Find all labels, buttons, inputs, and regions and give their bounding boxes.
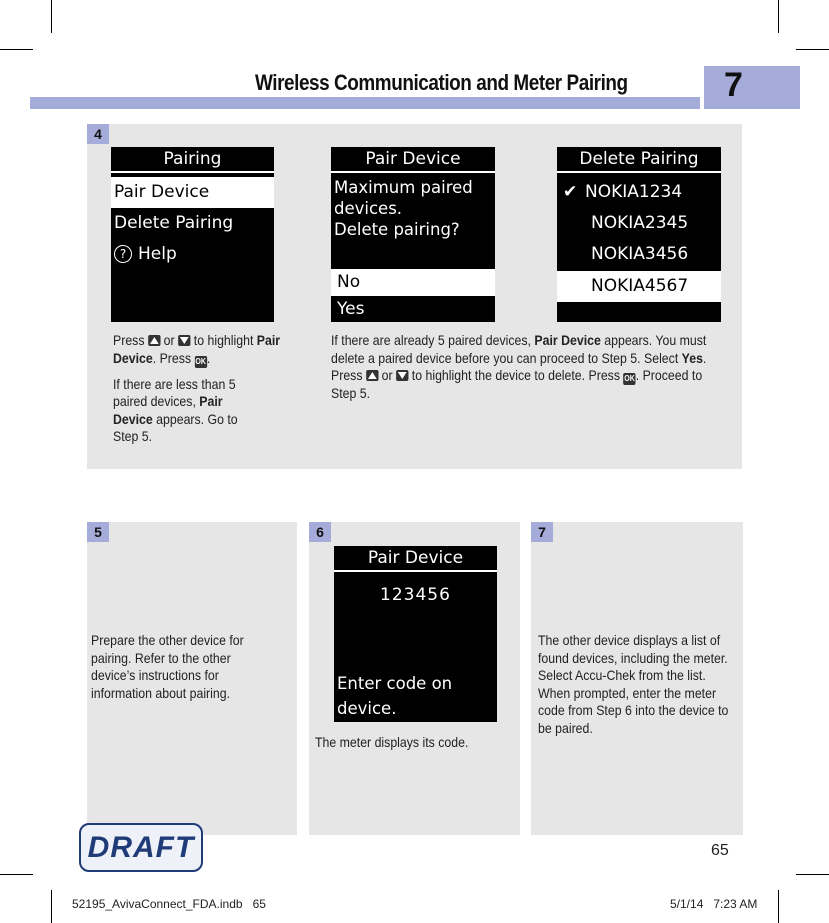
step-6-tag: 6 bbox=[309, 522, 331, 542]
crop-mark bbox=[778, 0, 779, 33]
up-button-icon bbox=[148, 335, 160, 346]
text: . Press bbox=[152, 349, 192, 366]
screen-title: Pairing bbox=[111, 147, 274, 173]
text: . Proceed to Step 5. bbox=[331, 367, 703, 401]
device-item bbox=[557, 177, 721, 208]
crop-mark bbox=[51, 890, 52, 923]
delete-pairing-screen bbox=[557, 147, 721, 322]
draft-label: DRAFT bbox=[87, 831, 195, 864]
pair-code: 123456 bbox=[380, 585, 451, 605]
step-7-text: The other device displays a list of found devices, including the meter. Select Accu-Chek from the list. When prompted, enter the meter code from Step 6 into the device to be paired. bbox=[538, 632, 729, 736]
text-bold: Pair Device bbox=[113, 332, 281, 366]
text: Press bbox=[113, 332, 145, 348]
step-4-text-right bbox=[331, 332, 709, 403]
step-4-tag: 4 bbox=[87, 124, 109, 144]
ok-button-icon: OK bbox=[195, 356, 206, 366]
up-button-icon bbox=[366, 370, 378, 381]
crop-mark bbox=[796, 874, 829, 875]
text-bold: Pair Device bbox=[113, 393, 223, 427]
instruction-line: Enter code on bbox=[337, 674, 453, 693]
menu-item-help bbox=[111, 239, 274, 270]
chapter-number: 7 bbox=[724, 66, 743, 104]
crop-mark bbox=[778, 890, 779, 923]
step-7-tag: 7 bbox=[531, 522, 553, 542]
down-button-icon bbox=[396, 370, 408, 381]
step-5-tag: 5 bbox=[87, 522, 109, 542]
instruction-line: device. bbox=[337, 699, 397, 718]
step-5-text: Prepare the other device for pairing. Refer to the other device’s instructions for information about pairing. bbox=[91, 632, 244, 701]
footer-file: 52195_AvivaConnect_FDA.indb 65 bbox=[72, 897, 266, 911]
crop-mark bbox=[51, 0, 52, 33]
help-icon: ? bbox=[114, 245, 132, 263]
text: to highlight the device to delete. Press bbox=[411, 367, 620, 383]
text: to highlight bbox=[193, 332, 254, 348]
text: If there are less than 5 paired devices, bbox=[113, 375, 236, 409]
text: appears. You must delete a paired device before you can proceed to Step 5. Select bbox=[331, 332, 707, 366]
text-bold: Pair Device bbox=[534, 332, 601, 348]
footer-date: 5/1/14 7:23 AM bbox=[670, 897, 758, 911]
device-name: NOKIA2345 bbox=[591, 213, 689, 233]
screen-title: Delete Pairing bbox=[557, 147, 721, 173]
device-name: NOKIA1234 bbox=[585, 182, 683, 202]
warning-line: devices. bbox=[334, 199, 403, 218]
warning-line: Delete pairing? bbox=[334, 220, 460, 239]
crop-mark bbox=[0, 874, 33, 875]
crop-mark bbox=[0, 49, 33, 50]
chapter-box bbox=[704, 66, 800, 109]
text: . bbox=[206, 349, 211, 366]
menu-item-pair-device: Pair Device bbox=[111, 177, 274, 208]
device-item bbox=[557, 239, 721, 270]
device-item-selected bbox=[557, 271, 721, 302]
text: If there are already 5 paired devices, bbox=[331, 332, 531, 348]
header-bar bbox=[30, 97, 700, 109]
device-name: NOKIA3456 bbox=[591, 244, 689, 264]
menu-item-delete-pairing: Delete Pairing bbox=[114, 213, 234, 233]
step-4-text-left bbox=[113, 332, 280, 454]
pairing-menu-screen bbox=[111, 147, 274, 322]
warning-line: Maximum paired bbox=[334, 178, 473, 197]
page-title: Wireless Communication and Meter Pairing bbox=[255, 70, 628, 95]
step-6-text: The meter displays its code. bbox=[315, 734, 469, 750]
crop-mark bbox=[796, 49, 829, 50]
option-no: No bbox=[331, 269, 495, 296]
down-button-icon bbox=[178, 335, 190, 346]
option-yes: Yes bbox=[337, 299, 365, 319]
text: appears. Go to Step 5. bbox=[113, 410, 238, 444]
checkmark-icon: ✔ bbox=[563, 182, 578, 202]
screen-title: Pair Device bbox=[331, 147, 495, 173]
pair-code-screen bbox=[334, 546, 497, 722]
device-name: NOKIA4567 bbox=[591, 276, 689, 296]
page-number: 65 bbox=[711, 842, 729, 859]
text: . Press bbox=[331, 349, 707, 383]
help-label: Help bbox=[138, 244, 177, 264]
device-item bbox=[557, 208, 721, 239]
draft-stamp bbox=[79, 823, 203, 872]
pair-device-warning-screen bbox=[331, 147, 495, 322]
text: or bbox=[381, 367, 393, 383]
text: or bbox=[163, 332, 175, 348]
text-bold: Yes bbox=[681, 349, 703, 366]
screen-title: Pair Device bbox=[334, 546, 497, 572]
ok-button-icon: OK bbox=[624, 374, 635, 383]
